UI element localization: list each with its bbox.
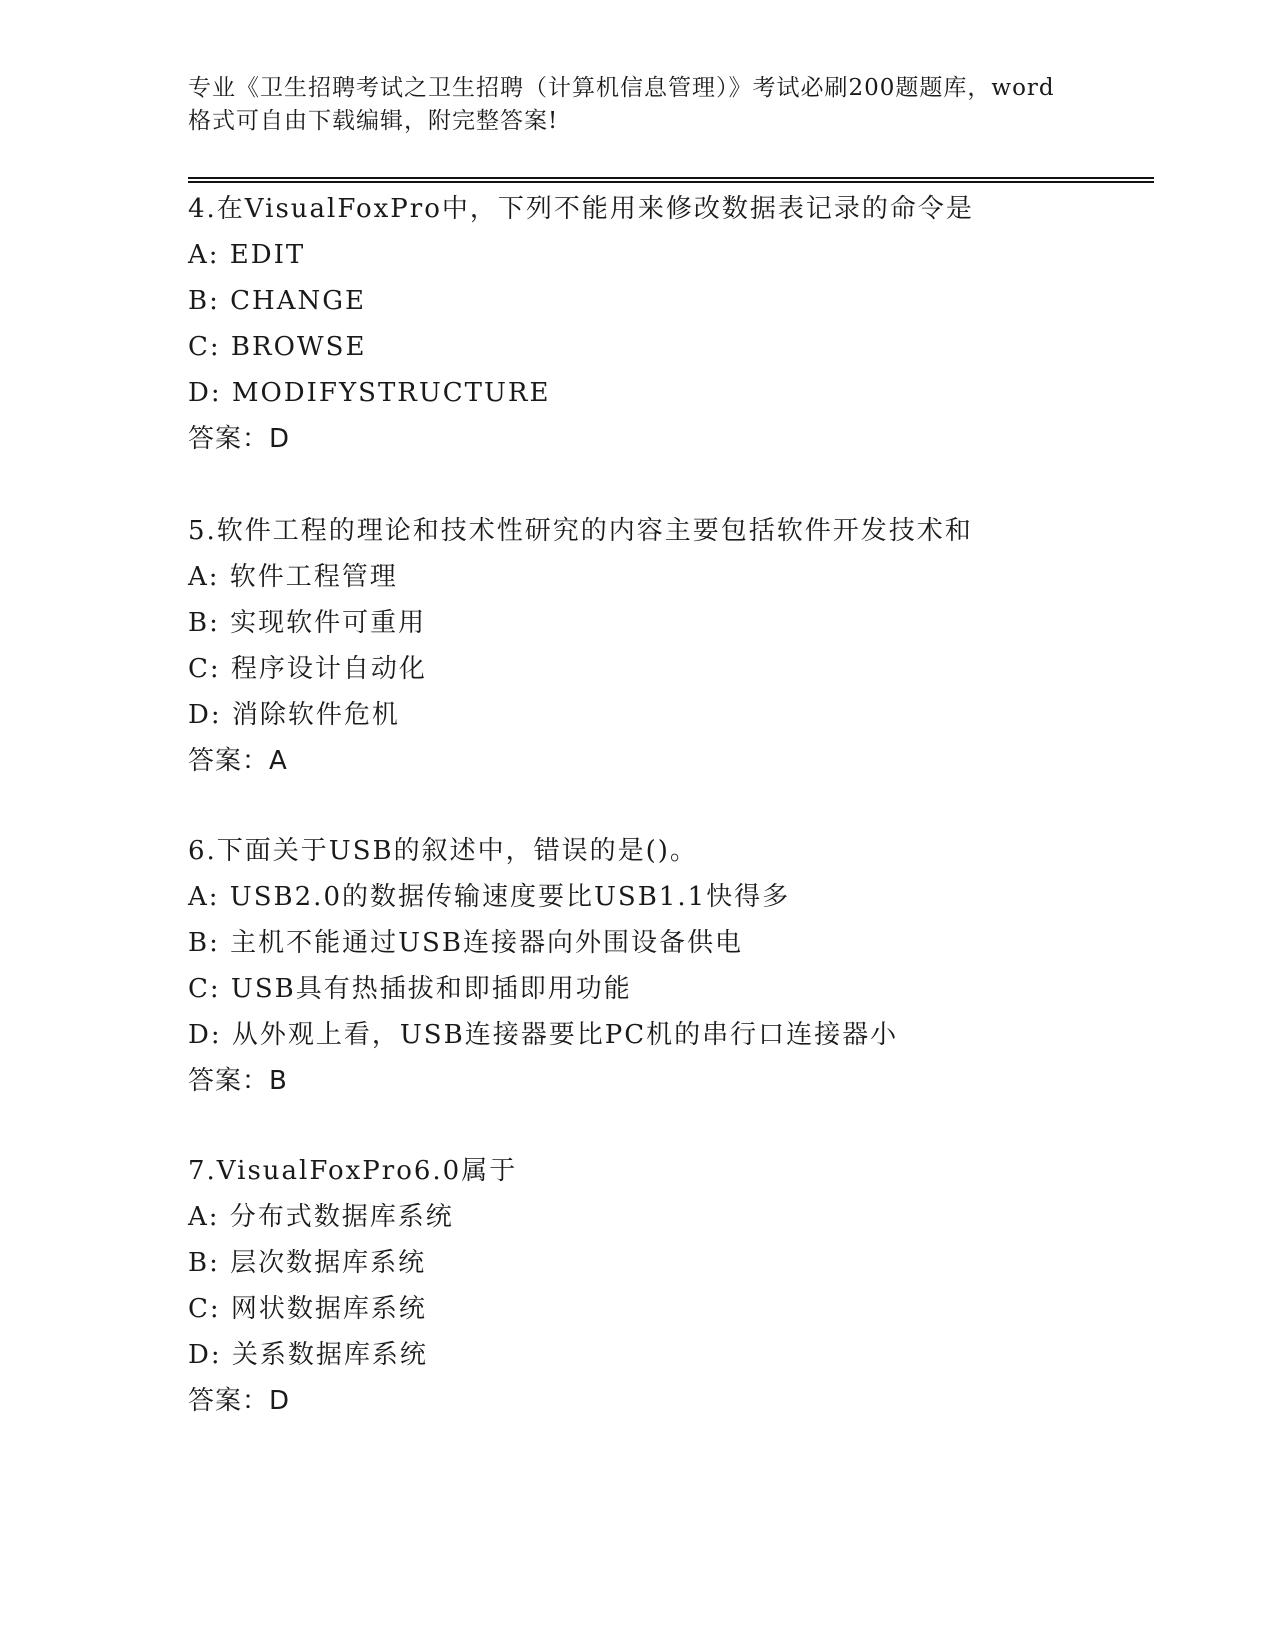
- option-a: A: USB2.0的数据传输速度要比USB1.1快得多: [188, 882, 791, 912]
- question-stem: 4.在VisualFoxPro中，下列不能用来修改数据表记录的命令是: [188, 194, 974, 224]
- option-d: D: 消除软件危机: [188, 700, 400, 730]
- question-6: [188, 828, 1168, 1104]
- option-a: A: EDIT: [188, 240, 306, 270]
- answer-text: 答案：A: [188, 746, 288, 776]
- option-c: C: USB具有热插拔和即插即用功能: [188, 974, 632, 1004]
- option-d: D: 关系数据库系统: [188, 1340, 428, 1370]
- option-b: B: 实现软件可重用: [188, 608, 427, 638]
- option-c: C: 网状数据库系统: [188, 1294, 427, 1324]
- option-d: D: 从外观上看，USB连接器要比PC机的串行口连接器小: [188, 1020, 899, 1050]
- question-stem: 7.VisualFoxPro6.0属于: [188, 1156, 518, 1186]
- header-line-1: 专业《卫生招聘考试之卫生招聘（计算机信息管理）》考试必刷200题题库，word: [188, 75, 1055, 101]
- option-c: C: BROWSE: [188, 332, 367, 362]
- answer-text: 答案：D: [188, 1386, 291, 1416]
- option-d: D: MODIFYSTRUCTURE: [188, 378, 551, 408]
- question-7: [188, 1148, 1168, 1424]
- option-a: A: 分布式数据库系统: [188, 1202, 454, 1232]
- answer-text: 答案：D: [188, 424, 291, 454]
- answer-text: 答案：B: [188, 1066, 288, 1096]
- header-double-rule: [188, 177, 1154, 183]
- option-b: B: 层次数据库系统: [188, 1248, 427, 1278]
- option-b: B: CHANGE: [188, 286, 366, 316]
- option-a: A: 软件工程管理: [188, 562, 398, 592]
- option-b: B: 主机不能通过USB连接器向外围设备供电: [188, 928, 743, 958]
- document-header: [188, 72, 1088, 138]
- question-5: [188, 508, 1168, 784]
- question-stem: 5.软件工程的理论和技术性研究的内容主要包括软件开发技术和: [188, 516, 973, 546]
- option-c: C: 程序设计自动化: [188, 654, 427, 684]
- question-stem: 6.下面关于USB的叙述中，错误的是()。: [188, 836, 698, 866]
- question-4: [188, 186, 1168, 462]
- header-line-2: 格式可自由下载编辑，附完整答案!: [188, 108, 559, 134]
